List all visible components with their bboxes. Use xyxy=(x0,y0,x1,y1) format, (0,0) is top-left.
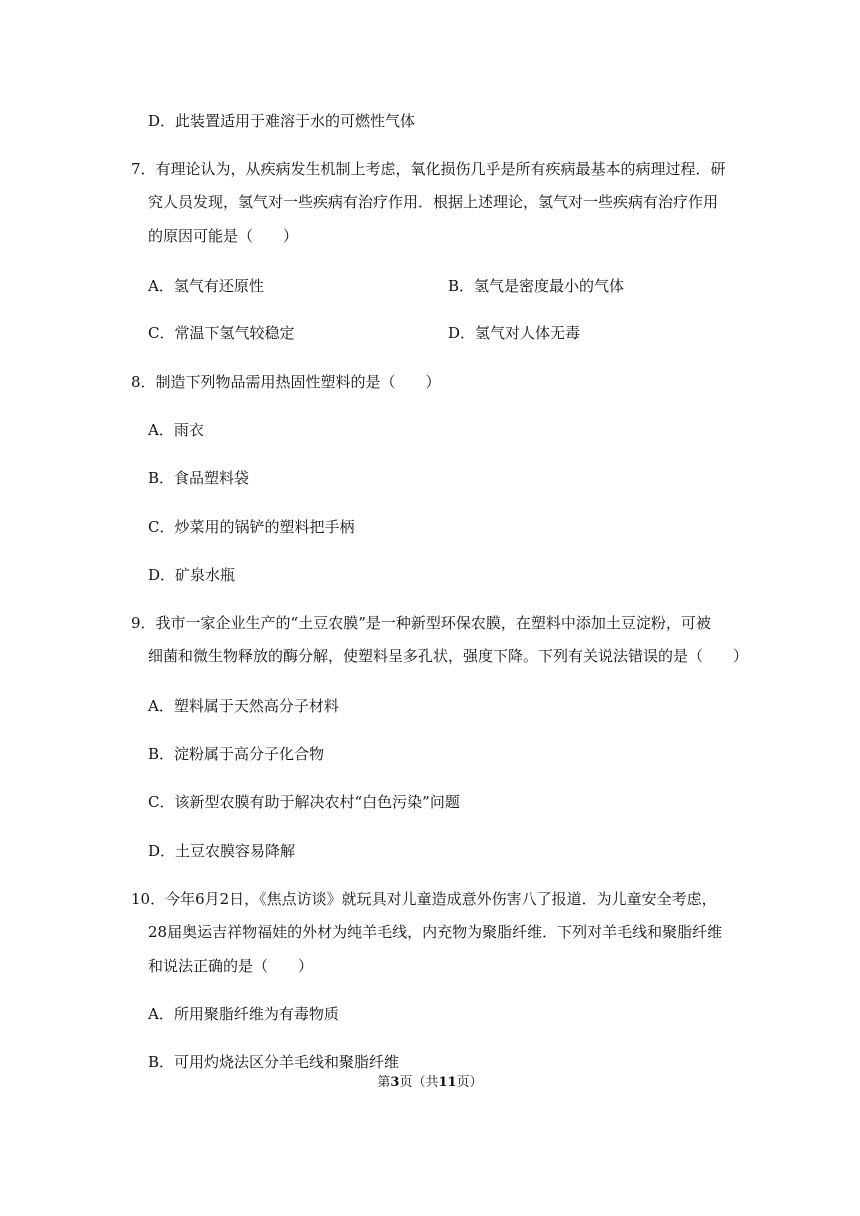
q10-stem-line-2: 28届奥运吉祥物福娃的外材为纯羊毛线，内充物为聚脂纤维．下列对羊毛线和聚脂纤维 xyxy=(148,923,723,941)
q7-option-d: D．氢气对人体无毒 xyxy=(448,324,581,342)
page-footer xyxy=(0,1074,860,1092)
q8-stem: 8．制造下列物品需用热固性塑料的是（ ） xyxy=(131,373,441,391)
q7-option-b: B．氢气是密度最小的气体 xyxy=(448,277,625,295)
q6-option-d: D．此装置适用于难溶于水的可燃性气体 xyxy=(148,112,416,130)
q7-option-c: C．常温下氢气较稳定 xyxy=(148,324,295,342)
footer-middle: 页（共 xyxy=(399,1075,439,1090)
q7-stem-line-1: 7．有理论认为，从疾病发生机制上考虑，氧化损伤几乎是所有疾病最基本的病理过程．研 xyxy=(131,160,726,178)
q8-option-b: B．食品塑料袋 xyxy=(148,469,250,487)
footer-page-number: 3 xyxy=(390,1075,400,1090)
footer-prefix: 第 xyxy=(377,1075,391,1090)
footer-suffix: 页） xyxy=(456,1075,483,1090)
q7-option-a: A．氢气有还原性 xyxy=(148,277,264,295)
q9-option-d: D．土豆农膜容易降解 xyxy=(148,842,296,860)
q8-option-a: A．雨衣 xyxy=(148,421,204,439)
q8-option-d: D．矿泉水瓶 xyxy=(148,566,236,584)
q10-option-a: A．所用聚脂纤维为有毒物质 xyxy=(148,1005,339,1023)
q10-stem-line-3: 和说法正确的是（ ） xyxy=(148,957,314,975)
q9-option-b: B．淀粉属于高分子化合物 xyxy=(148,745,325,763)
q8-option-c: C．炒菜用的锅铲的塑料把手柄 xyxy=(148,518,355,536)
q10-stem-line-1: 10．今年6月2日，《焦点访谈》就玩具对儿童造成意外伤害八了报道．为儿童安全考虑， xyxy=(131,890,717,908)
q10-option-b: B．可用灼烧法区分羊毛线和聚脂纤维 xyxy=(148,1053,400,1071)
q7-stem-line-2: 究人员发现，氢气对一些疾病有治疗作用．根据上述理论，氢气对一些疾病有治疗作用 xyxy=(148,193,719,211)
footer-total-pages: 11 xyxy=(438,1075,457,1090)
q9-stem-line-2: 细菌和微生物释放的酶分解，使塑料呈多孔状，强度下降。下列有关说法错误的是（ ） xyxy=(148,647,749,665)
q9-stem-line-1: 9．我市一家企业生产的“土豆农膜”是一种新型环保农膜，在塑料中添加土豆淀粉，可被 xyxy=(131,614,711,632)
q7-stem-line-3: 的原因可能是（ ） xyxy=(148,227,299,245)
q9-option-a: A．塑料属于天然高分子材料 xyxy=(148,697,339,715)
q9-option-c: C．该新型农膜有助于解决农村“白色污染”问题 xyxy=(148,793,460,811)
